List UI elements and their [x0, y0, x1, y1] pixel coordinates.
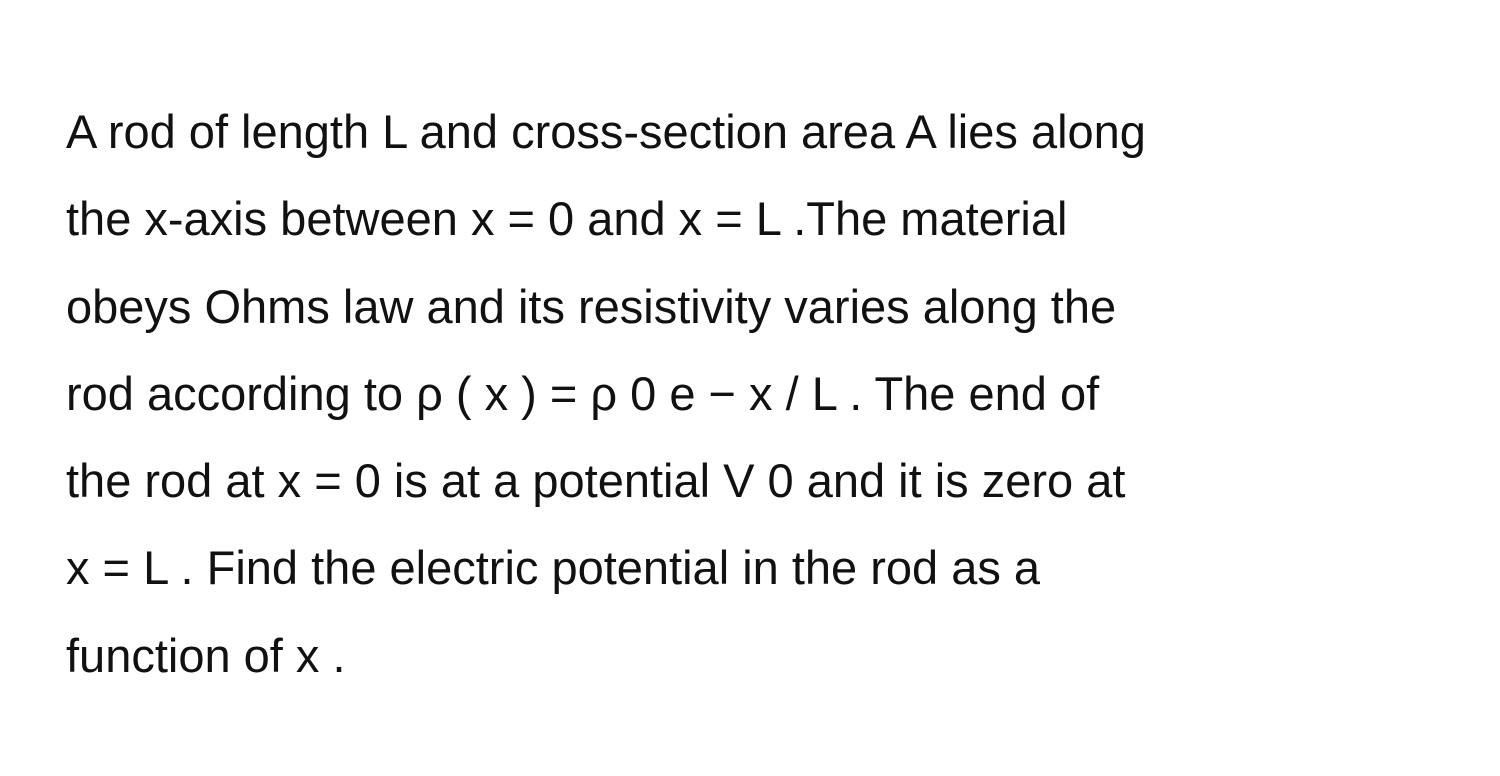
- text-line: x = L . Find the electric potential in the rod as a: [66, 541, 1041, 595]
- text-line: obeys Ohms law and its resistivity varies along the: [66, 279, 1117, 333]
- question-text: [66, 88, 1146, 699]
- text-line: function of x .: [66, 628, 346, 682]
- text-line: the rod at x = 0 is at a potential V 0 and it is zero at: [66, 454, 1126, 508]
- text-line: the x-axis between x = 0 and x = L .The material: [66, 192, 1068, 246]
- text-line: rod according to ρ ( x ) = ρ 0 e − x / L . The end of: [66, 366, 1100, 420]
- text-line: A rod of length L and cross-section area A lies along: [66, 105, 1146, 158]
